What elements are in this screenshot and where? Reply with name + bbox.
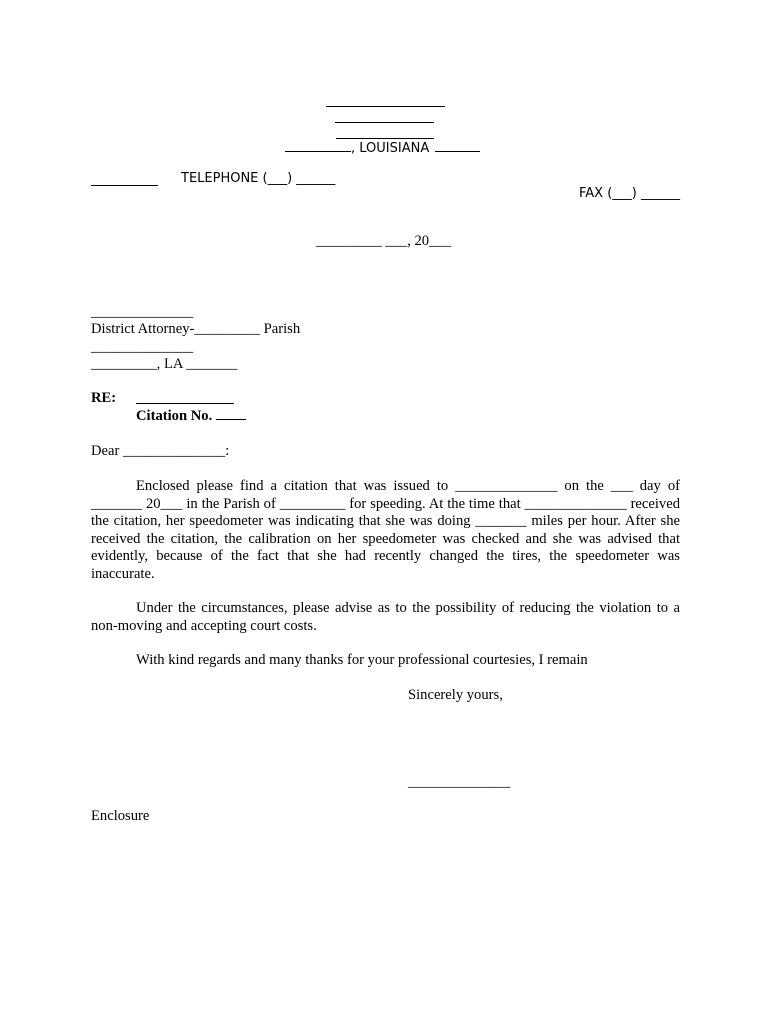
salutation: Dear ______________: xyxy=(91,443,230,459)
letterhead-city-line xyxy=(285,140,480,156)
sign-off: Sincerely yours, xyxy=(408,687,503,703)
letterhead-name-blank xyxy=(326,106,445,107)
letterhead-telephone: TELEPHONE (___) ______ xyxy=(181,171,336,186)
letterhead-address-blank xyxy=(335,122,434,123)
zip-blank xyxy=(435,140,480,152)
recipient-title: District Attorney-_________ Parish xyxy=(91,321,301,337)
body-paragraph-3 xyxy=(91,652,680,670)
letterhead-fax: FAX (___) ______ xyxy=(579,186,680,201)
body-paragraph-2-text: Under the circumstances, please advise as to the possibility of reducing the violation to a non-moving and accepting court costs. xyxy=(91,600,680,634)
citation-blank xyxy=(216,408,246,420)
letterhead-left-blank xyxy=(91,185,158,186)
body-paragraph-2 xyxy=(91,600,680,635)
recipient-address-blank: ______________ xyxy=(91,339,194,355)
city-blank xyxy=(285,140,351,152)
enclosure-note: Enclosure xyxy=(91,808,150,824)
body-paragraph-1 xyxy=(91,478,680,583)
citation-number xyxy=(136,408,246,425)
citation-label: Citation No. xyxy=(136,408,213,424)
re-subject-blank xyxy=(136,403,234,404)
recipient-name-blank: ______________ xyxy=(91,304,194,320)
date-line: _________ ___, 20___ xyxy=(316,233,451,249)
letterhead-address-2-blank xyxy=(336,138,434,139)
city-state-text: , LOUISIANA xyxy=(351,141,430,156)
signature-blank: ______________ xyxy=(408,774,511,790)
body-paragraph-3-text: With kind regards and many thanks for your professional courtesies, I remain xyxy=(136,652,588,668)
re-label: RE: xyxy=(91,390,117,406)
body-paragraph-1-text: Enclosed please find a citation that was issued to ______________ on the ___ day of _______ 20___ in the Parish of _________ for speeding. At the time that ______________ received the citation, her speedometer was indicating that she was doing _______ miles per hour. After she received the citation, the calibration on her speedometer was checked and she was advised that evidently, because of the fact that she had recently changed the tires, the speedometer was inaccurate. xyxy=(91,478,680,582)
recipient-city-line: _________, LA _______ xyxy=(91,356,238,372)
